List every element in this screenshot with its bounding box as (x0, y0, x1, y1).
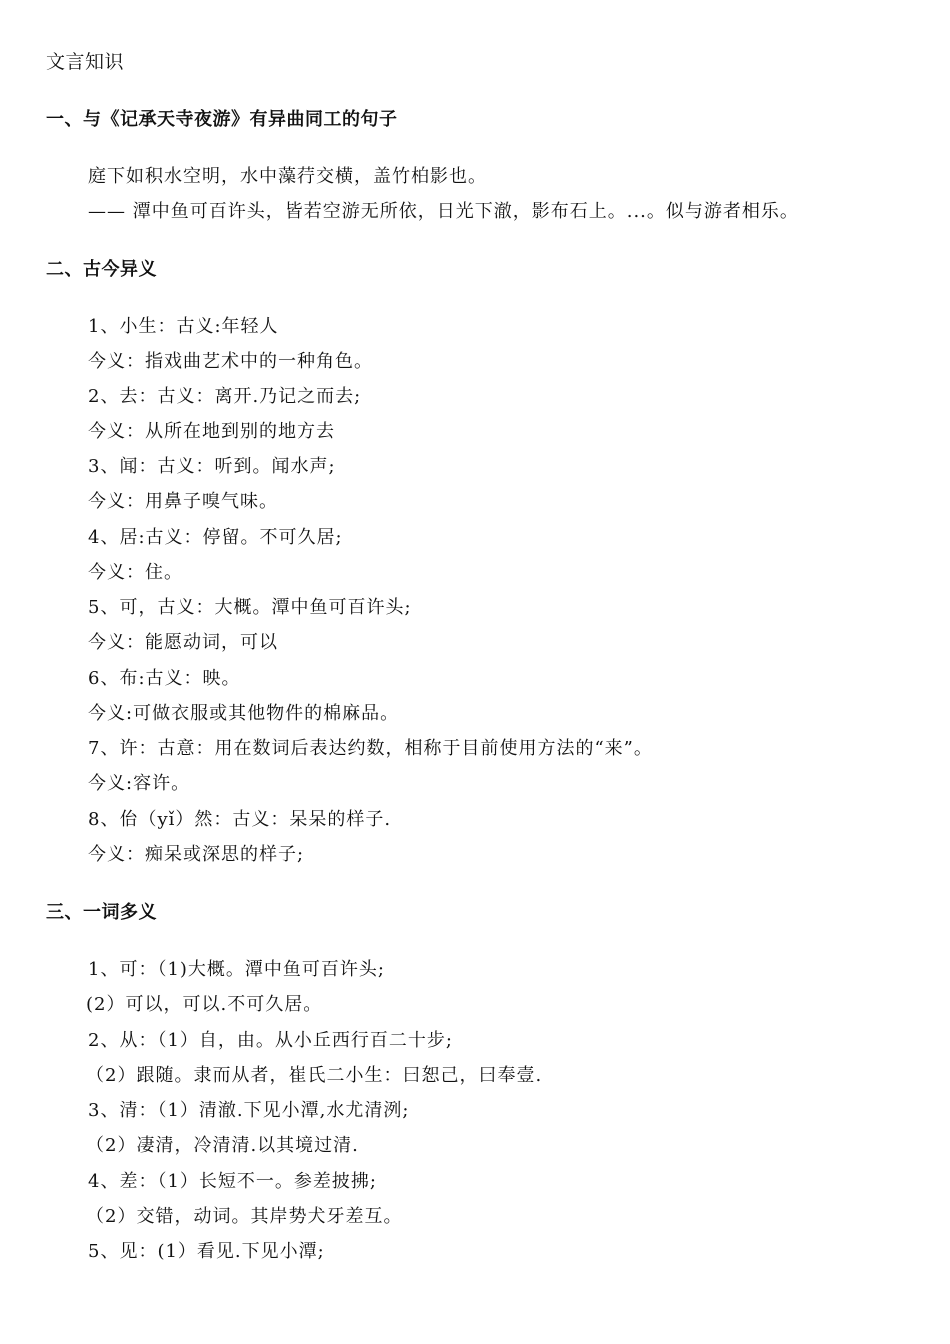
vocab-entry-line: 今义：住。 (88, 562, 183, 583)
polysemy-entry-line: (2）可以，可以.不可久居。 (86, 994, 323, 1015)
vocab-entry-line: 今义：从所在地到别的地方去 (88, 421, 335, 442)
polysemy-entry-line: 2、从：（1）自，由。从小丘西行百二十步; (88, 1030, 453, 1051)
section-heading-polysemy: 三、一词多义 (46, 902, 157, 923)
vocab-entry-line: 今义：痴呆或深思的样子; (88, 844, 305, 865)
polysemy-entry-line: 3、清：（1）清澈.下见小潭,水尤清洌; (88, 1100, 410, 1121)
vocab-entry-line: 5、可，古义：大概。潭中鱼可百许头; (88, 597, 412, 618)
quote-line: —— 潭中鱼可百许头，皆若空游无所依，日光下澈，影布石上。...。似与游者相乐。 (88, 201, 799, 222)
polysemy-entry-line: 4、差：（1）长短不一。参差披拂; (88, 1171, 377, 1192)
vocab-entry-line: 6、布:古义：映。 (88, 668, 241, 689)
vocab-entry-line: 今义：用鼻子嗅气味。 (88, 491, 278, 512)
vocab-entry-line: 3、闻：古义：听到。闻水声; (88, 456, 336, 477)
quote-line: 庭下如积水空明，水中藻荇交横，盖竹柏影也。 (88, 166, 487, 187)
page-title: 文言知识 (46, 51, 125, 73)
vocab-entry-line: 8、佁（yǐ）然：古义：呆呆的样子. (88, 809, 392, 830)
section-heading-ancient-modern-meaning: 二、古今异义 (46, 259, 157, 280)
polysemy-entry-line: （2）凄清，冷清清.以其境过清. (86, 1135, 359, 1156)
vocab-entry-line: 今义：指戏曲艺术中的一种角色。 (88, 351, 373, 372)
vocab-entry-line: 今义:可做衣服或其他物件的棉麻品。 (88, 703, 400, 724)
vocab-entry-line: 4、居:古义：停留。不可久居; (88, 527, 343, 548)
polysemy-entry-line: 1、可：（1)大概。潭中鱼可百许头; (88, 959, 385, 980)
vocab-entry-line: 今义：能愿动词，可以 (88, 632, 278, 653)
polysemy-entry-line: （2）跟随。隶而从者，崔氏二小生：曰恕己，曰奉壹. (86, 1065, 543, 1086)
vocab-entry-line: 7、许：古意：用在数词后表达约数，相称于目前使用方法的“来”。 (88, 738, 653, 759)
vocab-entry-line: 2、去：古义：离开.乃记之而去; (88, 386, 362, 407)
polysemy-entry-line: （2）交错，动词。其岸势犬牙差互。 (86, 1206, 403, 1227)
section-heading-similar-sentences: 一、与《记承天寺夜游》有异曲同工的句子 (46, 109, 398, 130)
vocab-entry-line: 今义:容许。 (88, 773, 191, 794)
vocab-entry-line: 1、小生：古义:年轻人 (88, 316, 279, 337)
polysemy-entry-line: 5、见：(1）看见.下见小潭; (88, 1241, 325, 1262)
